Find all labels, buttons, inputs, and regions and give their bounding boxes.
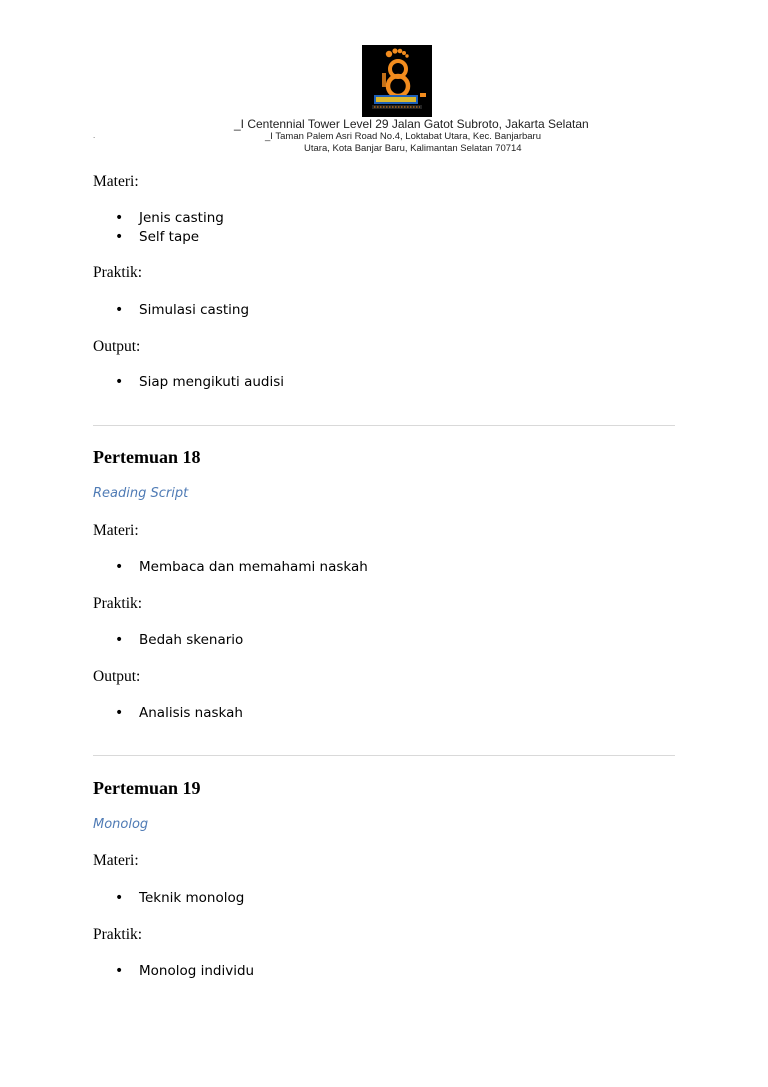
- section-divider: [93, 755, 675, 756]
- address-line-2: _I Taman Palem Asri Road No.4, Loktabat Utara, Kec. Banjarbaru: [265, 131, 542, 142]
- list-item: [115, 374, 284, 390]
- bullet-icon: •: [115, 632, 124, 648]
- output-label: Output:: [93, 338, 141, 355]
- praktik-label: Praktik:: [93, 595, 143, 612]
- list-item-text: Analisis naskah: [139, 705, 243, 721]
- materi-label: Materi:: [93, 173, 139, 190]
- list-item: [115, 210, 224, 226]
- list-item-text: Siap mengikuti audisi: [139, 374, 285, 390]
- section-subtitle: Reading Script: [93, 486, 189, 501]
- list-item-text: Teknik monolog: [139, 890, 245, 906]
- praktik-label: Praktik:: [93, 926, 143, 943]
- bullet-icon: •: [115, 963, 124, 979]
- company-logo: [362, 45, 432, 117]
- praktik-label: Praktik:: [93, 264, 143, 281]
- list-item-text: Jenis casting: [139, 210, 224, 226]
- address-line-1: _I Centennial Tower Level 29 Jalan Gatot Subroto, Jakarta Selatan: [234, 117, 589, 131]
- bullet-icon: •: [115, 210, 124, 226]
- list-item-text: Membaca dan memahami naskah: [139, 559, 368, 575]
- section-heading: Pertemuan 19: [93, 778, 201, 798]
- bullet-icon: •: [115, 559, 124, 575]
- list-item: [115, 559, 368, 575]
- bullet-icon: •: [115, 229, 124, 245]
- bullet-icon: •: [115, 705, 124, 721]
- bullet-icon: •: [115, 890, 124, 906]
- materi-label: Materi:: [93, 852, 139, 869]
- list-item: [115, 890, 244, 906]
- section-heading: Pertemuan 18: [93, 447, 201, 467]
- logo-graphic: [362, 45, 432, 117]
- list-item: [115, 963, 254, 979]
- list-item-text: Simulasi casting: [139, 302, 250, 318]
- list-item: [115, 632, 243, 648]
- bullet-icon: •: [115, 302, 124, 318]
- output-label: Output:: [93, 668, 141, 685]
- list-item-text: Monolog individu: [139, 963, 255, 979]
- list-item: [115, 705, 243, 721]
- list-item: [115, 229, 199, 245]
- address-line-3: Utara, Kota Banjar Baru, Kalimantan Selatan 70714: [304, 143, 522, 154]
- list-item-text: Self tape: [139, 229, 200, 245]
- bullet-icon: •: [115, 374, 124, 390]
- list-item: [115, 302, 249, 318]
- section-subtitle: Monolog: [93, 817, 149, 832]
- materi-label: Materi:: [93, 522, 139, 539]
- stray-mark: .: [93, 131, 96, 140]
- list-item-text: Bedah skenario: [139, 632, 244, 648]
- section-divider: [93, 425, 675, 426]
